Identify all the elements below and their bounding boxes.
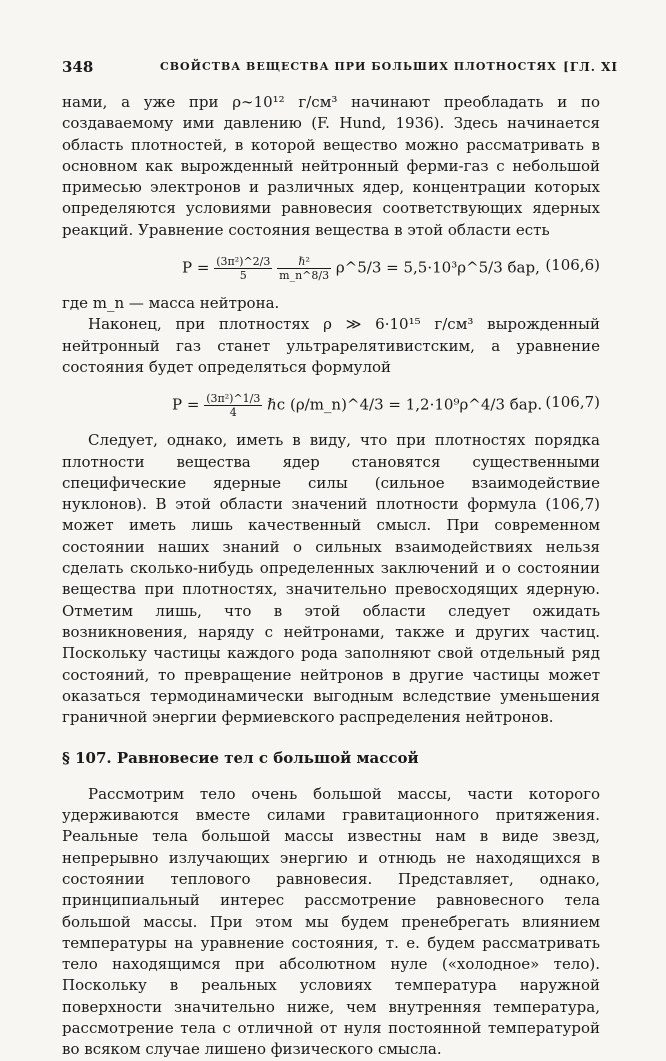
- chapter-label: [ГЛ. XI: [563, 60, 618, 74]
- formula-rhs: ρ^5/3 = 5,5·10³ρ^5/3 бар,: [335, 258, 540, 277]
- page-number: 348: [62, 58, 94, 76]
- paragraph: Следует, однако, иметь в виду, что при плотностях порядка плотности вещества ядер становятся существенными специфические ядерные силы (сильное взаимодействие нуклонов). В этой области значений плотности формула (106,7) может иметь лишь качественный смысл. При современном состоянии наших знаний о сильных взаимодействиях нельзя сделать сколько-нибудь определенных заключений и о состоянии вещества при плотностях, значительно превосходящих ядерную. Отметим лишь, что в этой области следует ожидать возникновения, наряду с нейтронами, также и других частиц. Поскольку частицы каждого рода заполняют свой отдельный ряд состояний, то превращение нейтронов в другие частицы может оказаться термодинамически выгодным вследствие уменьшения граничной энергии фермиевского распределения нейтронов.: [62, 431, 600, 727]
- formula-lhs: P =: [182, 258, 210, 277]
- fraction-denominator: 4: [229, 406, 237, 420]
- running-header: [62, 58, 618, 80]
- running-title: СВОЙСТВА ВЕЩЕСТВА ПРИ БОЛЬШИХ ПЛОТНОСТЯХ: [160, 60, 557, 73]
- fraction-numerator: ℏ²: [277, 255, 331, 269]
- formula-lhs: P =: [172, 395, 200, 414]
- formula-106-6: [62, 241, 600, 293]
- fraction-denominator: m_n^8/3: [279, 269, 330, 283]
- equation-number: (106,6): [545, 256, 600, 275]
- paragraph: Рассмотрим тело очень большой массы, части которого удерживаются вместе силами гравитационного притяжения. Реальные тела большой массы известны нам в виде звезд, непрерывно излучающих энергию и отнюдь не находящихся в состоянии теплового равновесия. Представляет, однако, принципиальный интерес рассмотрение равновесного тела большой массы. При этом мы будем пренебрегать влиянием температуры на уравнение состояния, т. е. будем рассматривать тело находящимся при абсолютном нуле («холодное» тело). Поскольку в реальных условиях температура наружной поверхности значительно ниже, чем внутренняя температура, рассмотрение тела с отличной от нуля постоянной температурой во всяком случае лишено физического смысла.: [62, 784, 600, 1059]
- paragraph: Наконец, при плотностях ρ ≫ 6·10¹⁵ г/см³ вырожденный нейтронный газ станет ультрарелятивистским, а уравнение состояния будет определяться формулой: [62, 315, 600, 376]
- fraction: [277, 255, 331, 282]
- equation-number: (106,7): [545, 393, 600, 412]
- page-body: [62, 92, 600, 1061]
- where-line: где m_n — масса нейтрона.: [62, 294, 280, 313]
- formula-106-7: [62, 378, 600, 430]
- fraction: [204, 392, 262, 419]
- fraction-denominator: 5: [239, 269, 247, 283]
- section-heading: § 107. Равновесие тел с большой массой: [62, 749, 419, 768]
- paragraph-continued: нами, а уже при ρ∼10¹² г/см³ начинают преобладать и по создаваемому ими давлению (F. Hund, 1936). Здесь начинается область плотностей, в которой вещество можно рассматривать в основном как вырожденный нейтронный ферми-газ с небольшой примесью электронов и различных ядер, концентрации которых определяются условиями равновесия соответствующих ядерных реакций. Уравнение состояния вещества в этой области есть: [62, 93, 600, 239]
- fraction-numerator: (3π²)^1/3: [206, 392, 261, 406]
- formula-rhs: ℏc (ρ/m_n)^4/3 = 1,2·10⁹ρ^4/3 бар.: [267, 395, 543, 414]
- fraction-numerator: (3π²)^2/3: [216, 255, 271, 269]
- fraction: [214, 255, 272, 282]
